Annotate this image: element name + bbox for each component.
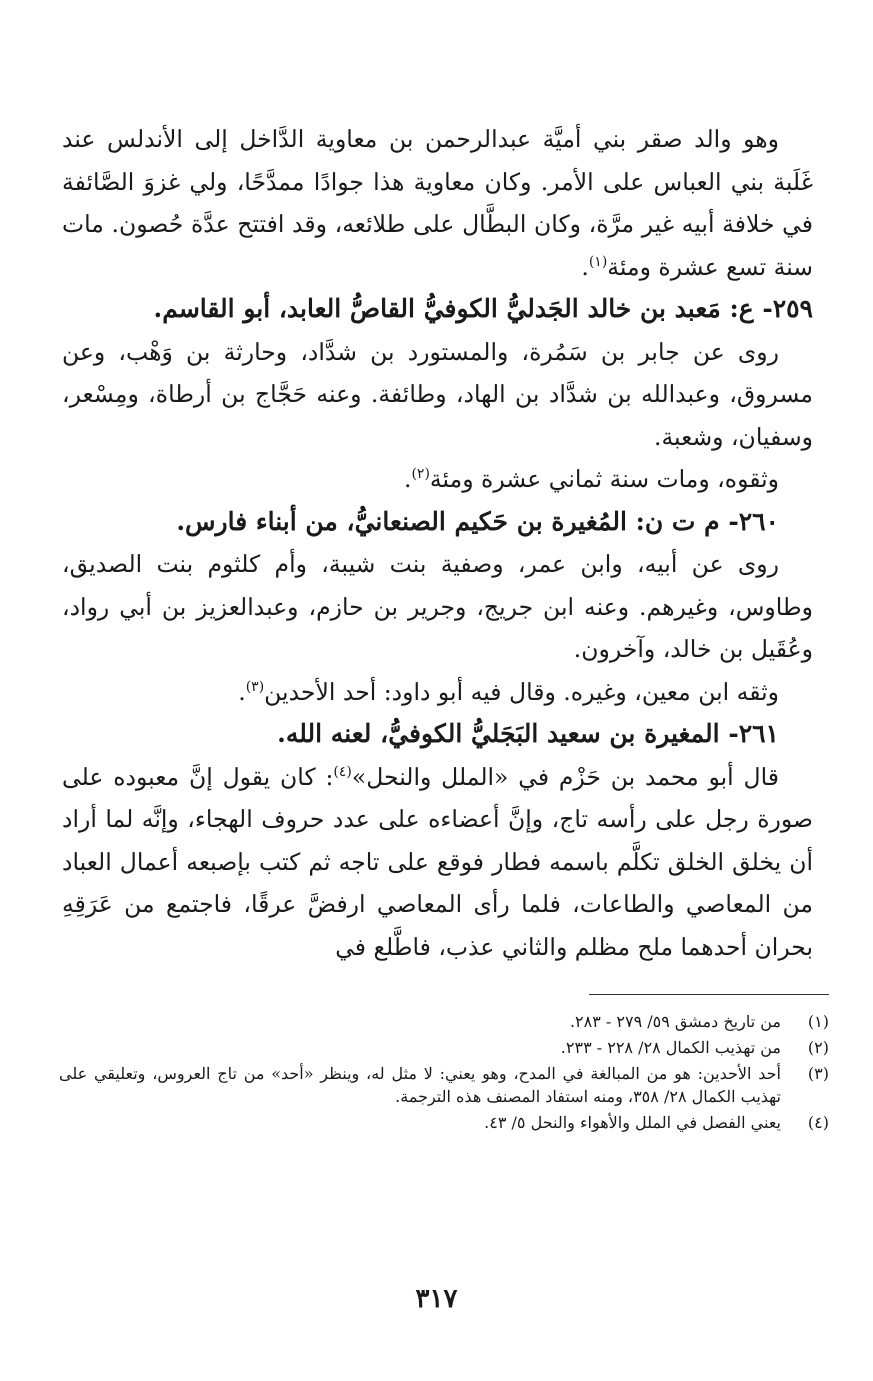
- paragraph-0: وهو والد صقر بني أميَّة عبدالرحمن بن معاوية الدَّاخل إلى الأندلس عند غَلَبة بني العباس على الأمر. وكان معاوية هذا جوادًا ممدَّحًا، ولي غزوَ الصَّائفة في خلافة أبيه غير مرَّة، وكان البطَّال على طلائعه، وقد افتتح عدَّة حُصون. مات سنة تسع عشرة ومئة$^{(١)}$.: [62, 125, 813, 281]
- footnote-text: أحد الأحدين: هو من المبالغة في المدح، وهو يعني: لا مثل له، وينظر «أحد» من تاج العروس، وتعليقي على تهذيب الكمال ٢٨/ ٣٥٨، ومنه استفاد المصنف هذه الترجمة.: [59, 1064, 781, 1106]
- footnote-ref: (٢): [411, 466, 430, 483]
- footnote-ref: (١): [588, 253, 608, 270]
- footnote-number: (٢): [807, 1038, 829, 1057]
- footnote: [59, 1111, 829, 1134]
- footnote-text: من تهذيب الكمال ٢٨/ ٢٢٨ - ٢٣٣.: [560, 1038, 781, 1057]
- page-number: ٣١٧: [415, 1284, 458, 1314]
- footnote-divider: [589, 994, 829, 995]
- footnote-text: يعني الفصل في الملل والأهواء والنحل ٥/ ٤٣.: [484, 1113, 781, 1132]
- paragraph-3: وثقوه، ومات سنة ثماني عشرة ومئة$^{(٢)}$.: [403, 465, 779, 493]
- footnote-text: من تاريخ دمشق ٥٩/ ٢٧٩ - ٢٨٣.: [569, 1012, 781, 1031]
- paragraph-4: ٢٦٠- م ت ن: المُغيرة بن حَكيم الصنعانيُّ، من أبناء فارس.: [176, 506, 779, 536]
- footnote-ref: (٤): [333, 763, 352, 780]
- footnote: [59, 1062, 829, 1108]
- paragraph-6: وثقه ابن معين، وغيره. وقال فيه أبو داود: أحد الأحدين$^{(٣)}$.: [238, 677, 779, 706]
- footnote-number: (١): [807, 1012, 829, 1031]
- paragraph-8: قال أبو محمد بن حَزْم في «الملل والنحل»$^{(٤)}$: كان يقول إنَّ معبوده على صورة رجل على رأسه تاج، وإنَّ أعضاءه على عدد حروف الهجاء، وإنَّه لما أراد أن يخلق الخلق تكلَّم باسمه فطار فوقع على تاجه ثم كتب بإصبعه أعمال العباد من المعاصي والطاعات، فلما رأى المعاصي ارفضَّ عرقًا، فاجتمع من عَرَقِهِ بحران أحدهما ملح مظلم والثاني عذب، فاطَّلع في: [62, 762, 813, 961]
- paragraph-5: روى عن أبيه، وابن عمر، وصفية بنت شيبة، وأم كلثوم بنت الصديق، وطاوس، وغيرهم. وعنه ابن جريج، وجرير بن حازم، وعبدالعزيز بن أبي رواد، وعُقَيل بن خالد، وآخرون.: [62, 550, 813, 663]
- footnote: [59, 1036, 829, 1059]
- footnote-ref: (٣): [245, 678, 265, 695]
- main-text: [62, 118, 813, 968]
- footnote-number: (٤): [807, 1113, 829, 1132]
- paragraph-2: روى عن جابر بن سَمُرة، والمستورد بن شدَّاد، وحارثة بن وَهْب، وعن مسروق، وعبدالله بن شدَّاد بن الهاد، وطائفة. وعنه حَجَّاج بن أرطاة، ومِسْعر، وسفيان، وشعبة.: [62, 337, 813, 451]
- footnote: [59, 1010, 829, 1033]
- paragraph-7: ٢٦١- المغيرة بن سعيد البَجَليُّ الكوفيُّ، لعنه الله.: [277, 719, 779, 748]
- footnotes: [59, 1010, 829, 1137]
- footnote-number: (٣): [807, 1064, 829, 1083]
- paragraph-1: ٢٥٩- ع: مَعبد بن خالد الجَدليُّ الكوفيُّ القاصُّ العابد، أبو القاسم.: [153, 294, 813, 323]
